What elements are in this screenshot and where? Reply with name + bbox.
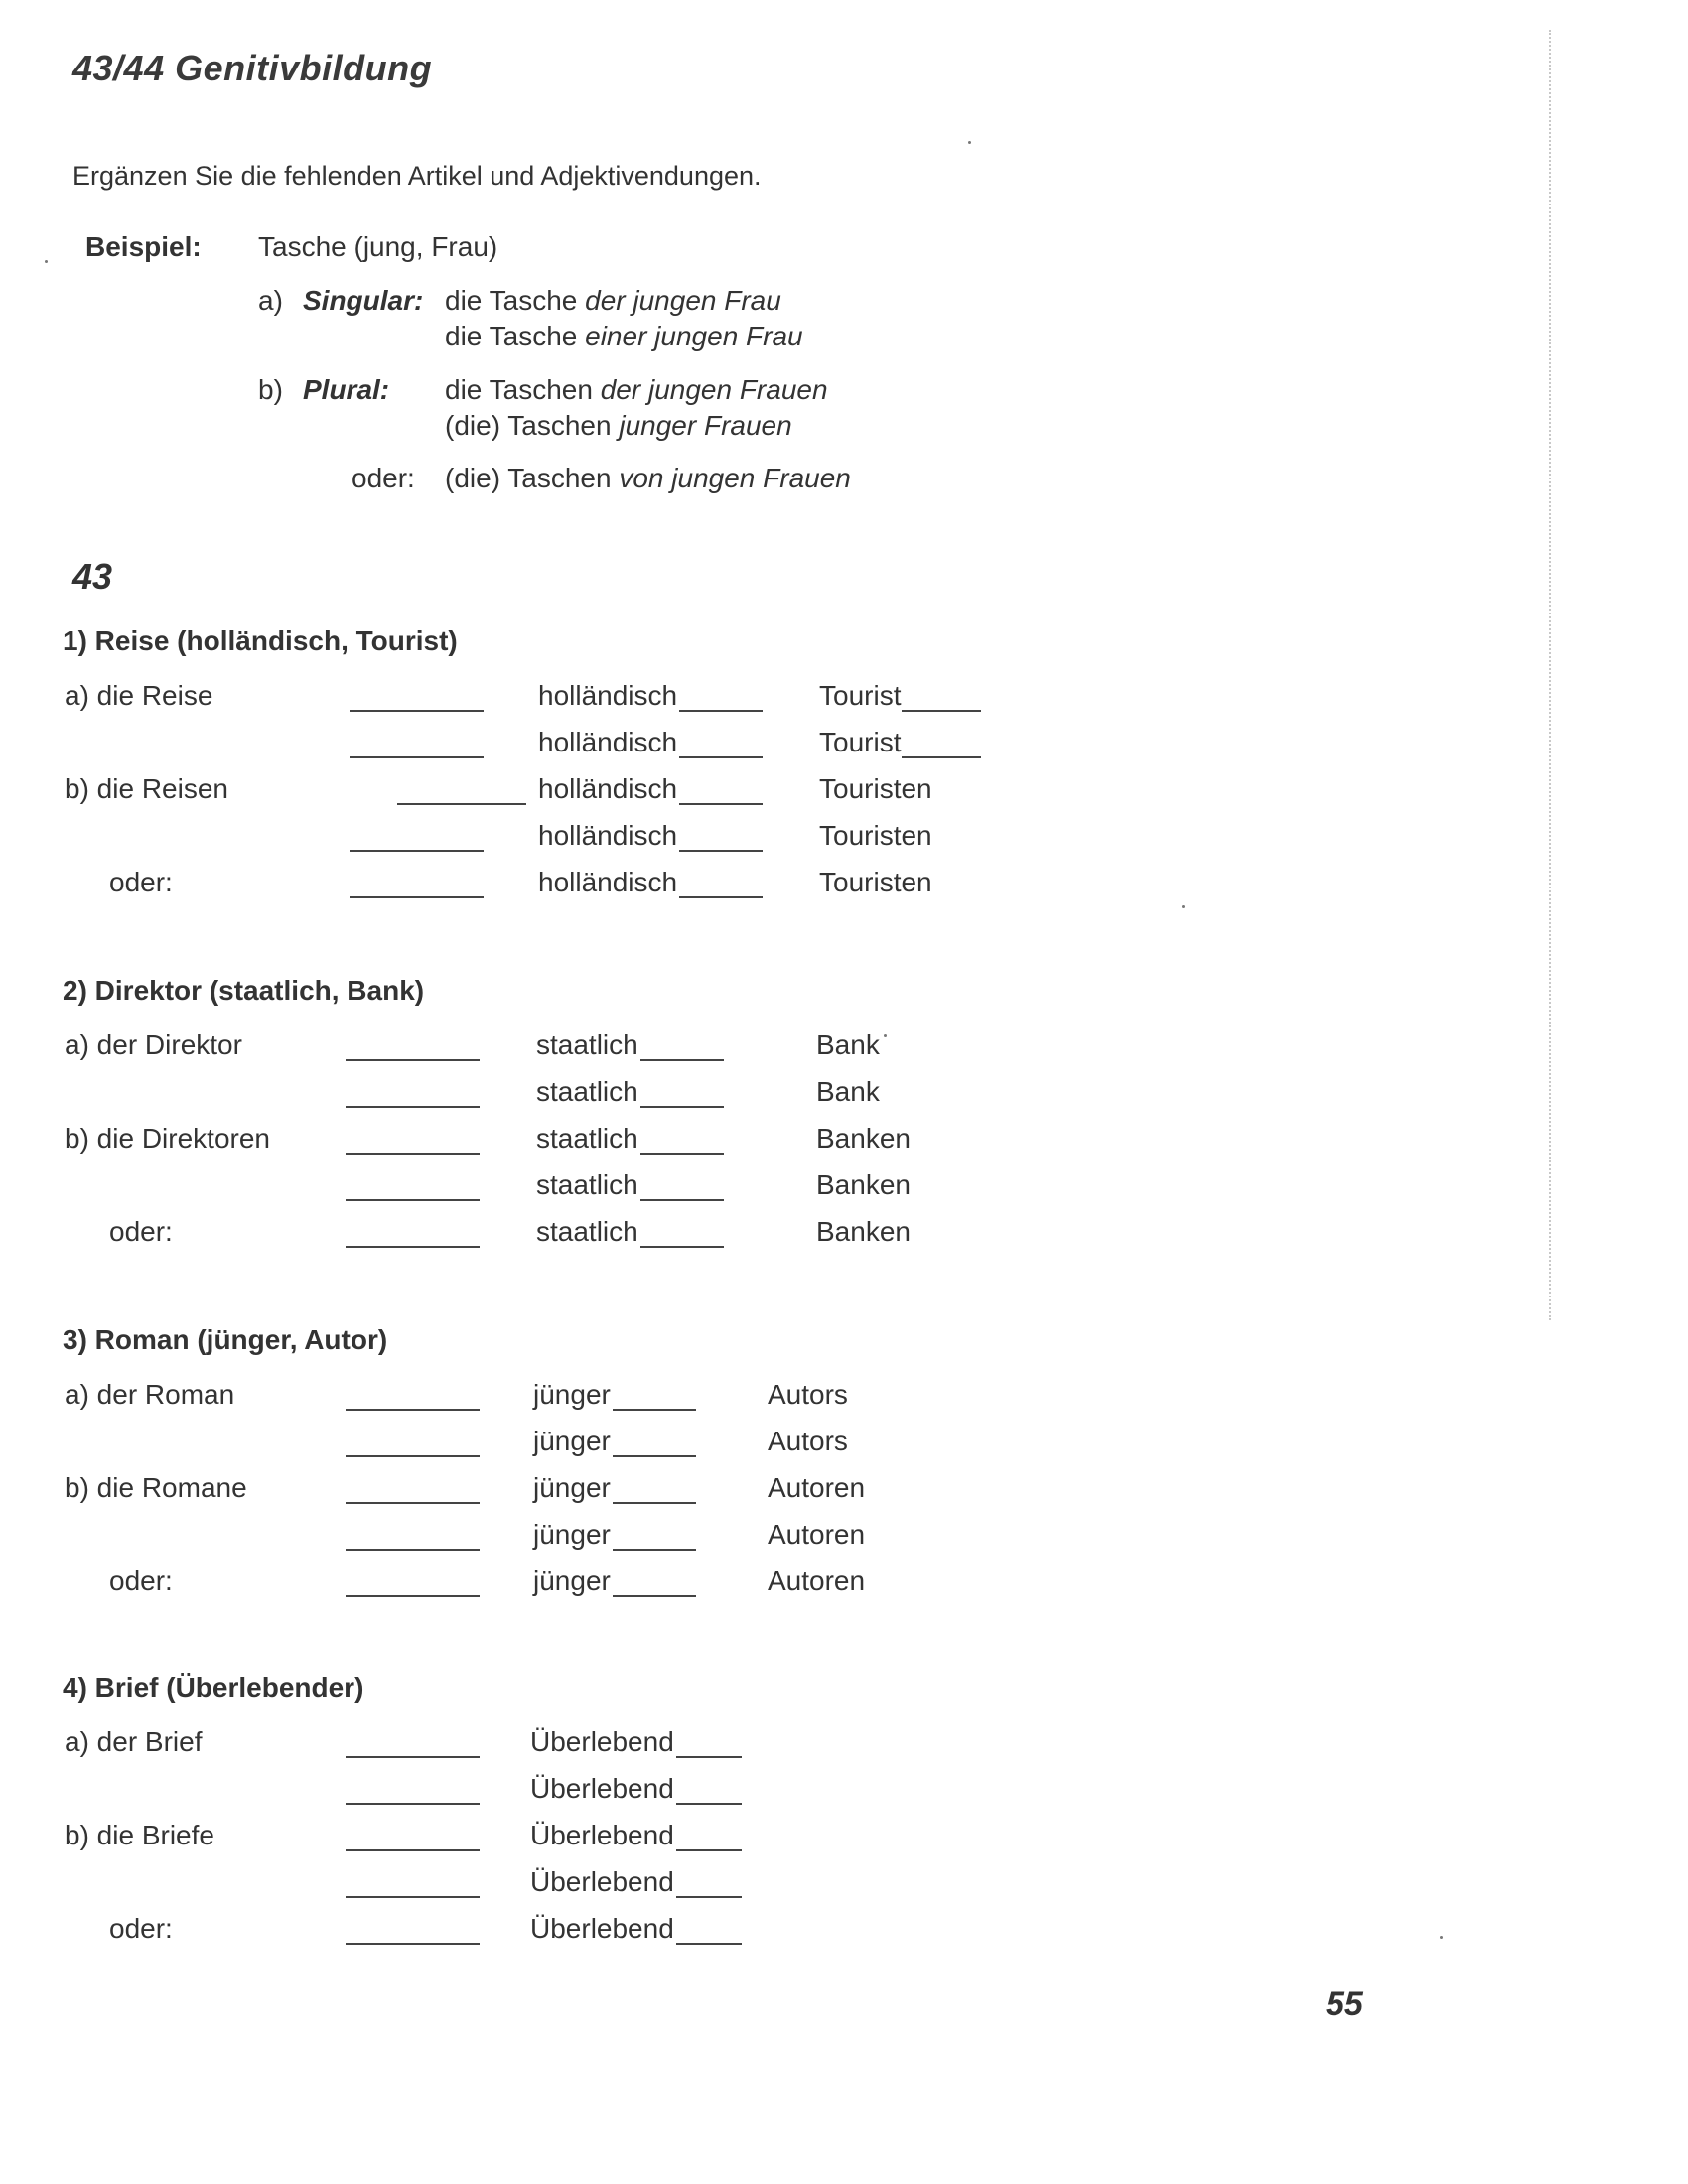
example-answer: einer jungen Frau — [585, 321, 803, 351]
adjective-stem: jünger — [533, 1519, 611, 1550]
adjective-ending-blank[interactable] — [679, 756, 763, 758]
article-blank[interactable] — [346, 1106, 480, 1108]
adjective-ending-blank[interactable] — [640, 1059, 724, 1061]
noun: Touristen — [819, 820, 932, 851]
adjective-ending-blank[interactable] — [679, 850, 763, 852]
adjective-stem: jünger — [533, 1426, 611, 1456]
adjective-ending-blank[interactable] — [613, 1595, 696, 1597]
page-number: 55 — [1326, 1985, 1363, 2023]
article-blank[interactable] — [346, 1059, 480, 1061]
scan-speck — [884, 1034, 887, 1037]
adjective-stem: Überlebend — [530, 1820, 674, 1850]
adjective-ending-blank[interactable] — [679, 896, 763, 898]
noun: Autoren — [768, 1472, 866, 1503]
row-label: b) die Direktoren — [65, 1123, 270, 1154]
example-oder-line — [445, 463, 851, 494]
row-label: a) die Reise — [65, 680, 213, 711]
noun-ending-blank[interactable] — [902, 756, 981, 758]
row-label: oder: — [109, 867, 173, 897]
article-blank[interactable] — [350, 896, 484, 898]
instruction-text: Ergänzen Sie die fehlenden Artikel und Adjektivendungen. — [72, 161, 762, 191]
article-blank[interactable] — [346, 1943, 480, 1945]
example-answer: junger Frauen — [619, 410, 792, 441]
article-blank[interactable] — [350, 756, 484, 758]
noun: Banken — [816, 1169, 911, 1200]
adjective-stem: holländisch — [538, 773, 678, 804]
article-blank[interactable] — [397, 803, 526, 805]
article-blank[interactable] — [346, 1409, 480, 1411]
row-label: b) die Briefe — [65, 1820, 214, 1850]
row-label: a) der Direktor — [65, 1029, 242, 1060]
adjective-stem: staatlich — [536, 1076, 638, 1107]
example-singular-label: Singular: — [303, 285, 424, 316]
example-text: die Tasche — [445, 321, 578, 351]
adjective-ending-blank[interactable] — [613, 1409, 696, 1411]
example-text: die Taschen — [445, 374, 593, 405]
article-blank[interactable] — [350, 710, 484, 712]
row-label: b) die Romane — [65, 1472, 247, 1503]
page-title: 43/44 Genitivbildung — [72, 48, 433, 88]
article-blank[interactable] — [346, 1153, 480, 1155]
noun: Autors — [768, 1426, 848, 1456]
article-blank[interactable] — [346, 1502, 480, 1504]
row-label: b) die Reisen — [65, 773, 228, 804]
example-singular-line-2 — [445, 321, 803, 352]
row-label: oder: — [109, 1216, 173, 1247]
row-label: oder: — [109, 1913, 173, 1944]
row-label: oder: — [109, 1566, 173, 1596]
adjective-ending-blank[interactable] — [679, 710, 763, 712]
example-singular-line-1 — [445, 285, 781, 317]
exercise-heading: 1) Reise (holländisch, Tourist) — [63, 625, 458, 656]
noun: Touristen — [819, 773, 932, 804]
noun: Bank — [816, 1029, 880, 1060]
article-blank[interactable] — [346, 1455, 480, 1457]
adjective-ending-blank[interactable] — [640, 1153, 724, 1155]
example-b-label: b) — [258, 374, 283, 405]
noun: Autors — [768, 1379, 848, 1410]
adjective-ending-blank[interactable] — [676, 1756, 742, 1758]
article-blank[interactable] — [350, 850, 484, 852]
noun: Autoren — [768, 1566, 866, 1596]
adjective-ending-blank[interactable] — [679, 803, 763, 805]
adjective-stem: Überlebend — [530, 1726, 674, 1757]
scan-speck — [968, 141, 971, 144]
example-plural-label: Plural: — [303, 374, 390, 405]
adjective-stem: Überlebend — [530, 1773, 674, 1804]
adjective-stem: Überlebend — [530, 1866, 674, 1897]
adjective-ending-blank[interactable] — [640, 1199, 724, 1201]
noun: Tourist — [819, 727, 902, 757]
adjective-stem: holländisch — [538, 820, 678, 851]
example-answer: der jungen Frau — [585, 285, 781, 316]
noun: Autoren — [768, 1519, 866, 1550]
example-text: die Tasche — [445, 285, 578, 316]
article-blank[interactable] — [346, 1246, 480, 1248]
noun: Tourist — [819, 680, 902, 711]
exercise-heading: 2) Direktor (staatlich, Bank) — [63, 975, 425, 1006]
example-label: Beispiel: — [85, 231, 202, 262]
adjective-ending-blank[interactable] — [676, 1803, 742, 1805]
noun-ending-blank[interactable] — [902, 710, 981, 712]
article-blank[interactable] — [346, 1549, 480, 1551]
section-number: 43 — [72, 556, 113, 597]
adjective-ending-blank[interactable] — [676, 1896, 742, 1898]
row-label: a) der Roman — [65, 1379, 235, 1410]
adjective-stem: holländisch — [538, 727, 678, 757]
example-text: (die) Taschen — [445, 410, 612, 441]
adjective-ending-blank[interactable] — [676, 1943, 742, 1945]
adjective-stem: staatlich — [536, 1216, 638, 1247]
exercise-heading: 3) Roman (jünger, Autor) — [63, 1324, 388, 1355]
example-prompt: Tasche (jung, Frau) — [258, 231, 498, 262]
noun: Touristen — [819, 867, 932, 897]
article-blank[interactable] — [346, 1595, 480, 1597]
adjective-stem: Überlebend — [530, 1913, 674, 1944]
scan-margin-edge — [1549, 30, 1561, 1320]
adjective-ending-blank[interactable] — [613, 1455, 696, 1457]
adjective-stem: jünger — [533, 1566, 611, 1596]
example-text: (die) Taschen — [445, 463, 612, 493]
noun: Banken — [816, 1123, 911, 1154]
adjective-stem: holländisch — [538, 867, 678, 897]
adjective-ending-blank[interactable] — [613, 1549, 696, 1551]
example-answer: der jungen Frauen — [600, 374, 828, 405]
row-label: a) der Brief — [65, 1726, 203, 1757]
example-plural-line-2 — [445, 410, 792, 442]
example-plural-line-1 — [445, 374, 828, 406]
scan-speck — [1182, 905, 1185, 908]
adjective-ending-blank[interactable] — [640, 1246, 724, 1248]
adjective-stem: jünger — [533, 1472, 611, 1503]
adjective-stem: jünger — [533, 1379, 611, 1410]
example-answer: von jungen Frauen — [619, 463, 851, 493]
adjective-stem: holländisch — [538, 680, 678, 711]
article-blank[interactable] — [346, 1199, 480, 1201]
example-a-label: a) — [258, 285, 283, 316]
adjective-stem: staatlich — [536, 1029, 638, 1060]
noun: Banken — [816, 1216, 911, 1247]
adjective-stem: staatlich — [536, 1123, 638, 1154]
adjective-ending-blank[interactable] — [613, 1502, 696, 1504]
article-blank[interactable] — [346, 1803, 480, 1805]
adjective-ending-blank[interactable] — [676, 1849, 742, 1851]
article-blank[interactable] — [346, 1896, 480, 1898]
article-blank[interactable] — [346, 1756, 480, 1758]
adjective-ending-blank[interactable] — [640, 1106, 724, 1108]
example-oder-label: oder: — [352, 463, 415, 493]
adjective-stem: staatlich — [536, 1169, 638, 1200]
scan-speck — [1440, 1936, 1443, 1939]
exercise-heading: 4) Brief (Überlebender) — [63, 1672, 364, 1703]
noun: Bank — [816, 1076, 880, 1107]
article-blank[interactable] — [346, 1849, 480, 1851]
scan-speck — [45, 260, 48, 263]
